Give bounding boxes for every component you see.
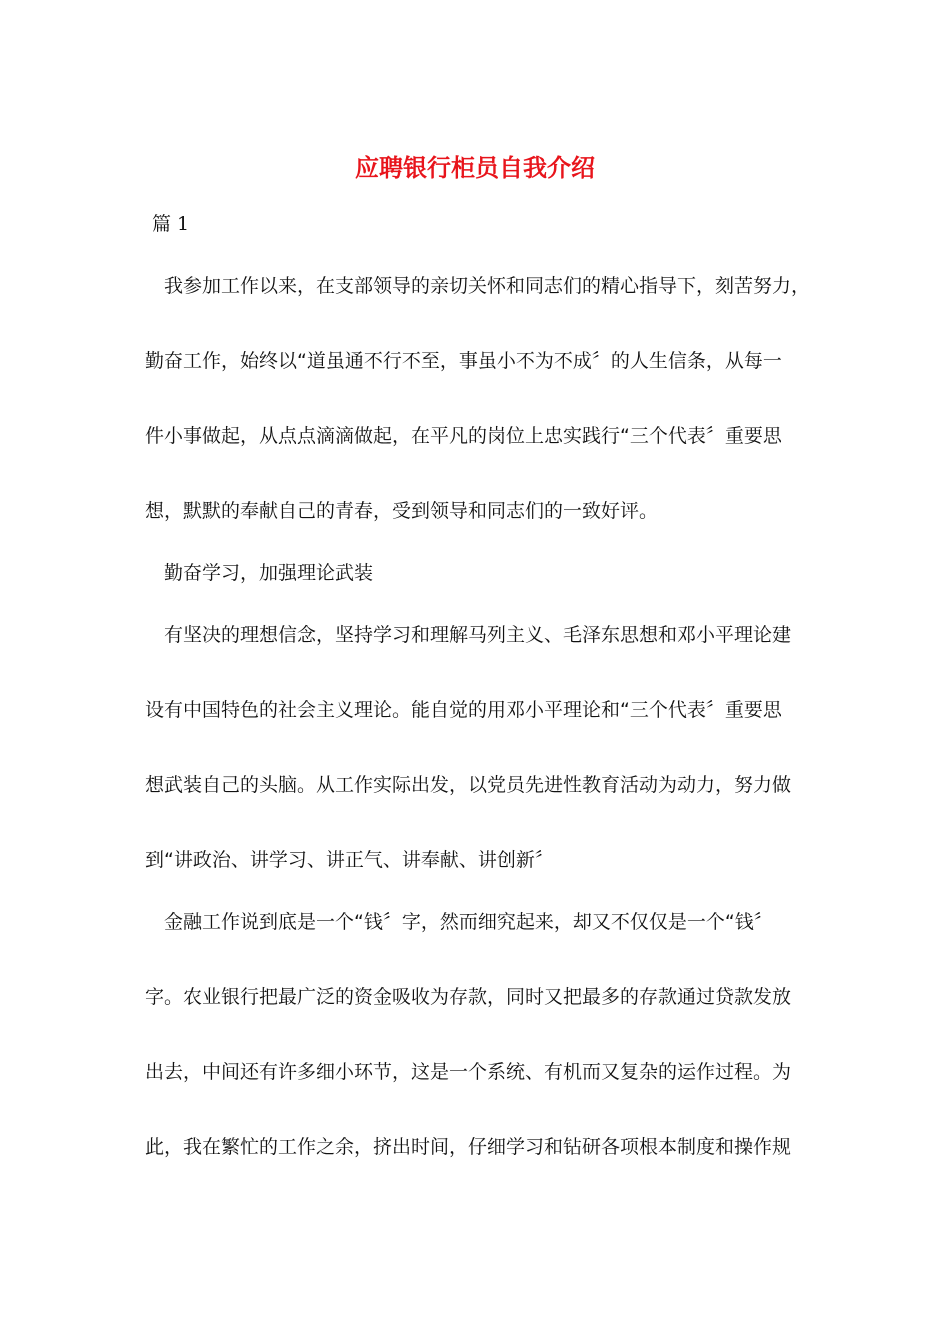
paragraph-line: 我参加工作以来，在支部领导的亲切关怀和同志们的精心指导下，刻苦努力， xyxy=(164,275,811,297)
paragraph-line: 勤奋工作，始终以“道虽通不行不至，事虽小不为不成〞的人生信条，从每一 xyxy=(145,350,782,372)
paragraph-line: 想武装自己的头脑。从工作实际出发，以党员先进性教育活动为动力，努力做 xyxy=(145,774,792,796)
paragraph-line: 出去，中间还有许多细小环节，这是一个系统、有机而又复杂的运作过程。为 xyxy=(145,1061,792,1083)
paragraph-line: 有坚决的理想信念，坚持学习和理解马列主义、毛泽东思想和邓小平理论建 xyxy=(164,624,792,646)
paragraph-line: 设有中国特色的社会主义理论。能自觉的用邓小平理论和“三个代表〞重要思 xyxy=(145,699,782,721)
paragraph-line: 金融工作说到底是一个“钱〞字，然而细究起来，却又不仅仅是一个“钱〞 xyxy=(164,911,773,933)
paragraph-line: 想，默默的奉献自己的青春，受到领导和同志们的一致好评。 xyxy=(145,500,659,522)
paragraph-line: 件小事做起，从点点滴滴做起，在平凡的岗位上忠实践行“三个代表〞重要思 xyxy=(145,425,782,447)
section-heading: 勤奋学习，加强理论武装 xyxy=(164,562,374,584)
section-label: 篇 1 xyxy=(152,213,190,235)
paragraph-line: 字。农业银行把最广泛的资金吸收为存款，同时又把最多的存款通过贷款发放 xyxy=(145,986,792,1008)
document-title: 应聘银行柜员自我介绍 xyxy=(355,153,595,182)
paragraph-line: 此，我在繁忙的工作之余，挤出时间，仔细学习和钻研各项根本制度和操作规 xyxy=(145,1136,792,1158)
paragraph-line: 到“讲政治、讲学习、讲正气、讲奉献、讲创新〞 xyxy=(145,849,554,871)
